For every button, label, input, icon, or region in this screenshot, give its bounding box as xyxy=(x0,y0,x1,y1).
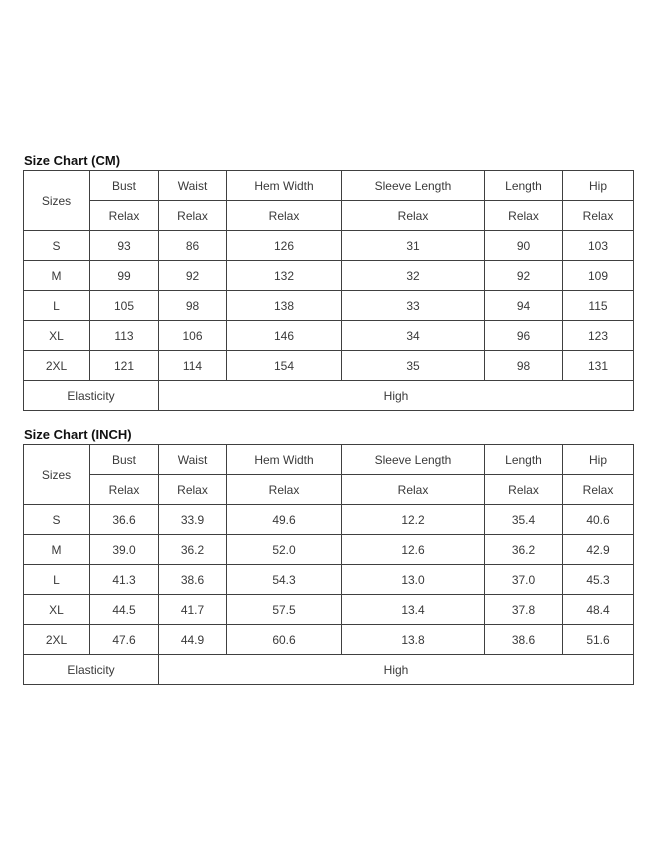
size-chart-inch-table xyxy=(23,444,634,685)
measurement-cell: 126 xyxy=(227,231,342,261)
size-label: S xyxy=(24,231,90,261)
measurement-cell: 12.2 xyxy=(342,505,485,535)
fit-label: Relax xyxy=(159,201,227,231)
measurement-cell: 37.0 xyxy=(485,565,563,595)
header-row xyxy=(24,445,634,475)
measurement-cell: 54.3 xyxy=(227,565,342,595)
measurement-cell: 31 xyxy=(342,231,485,261)
elasticity-label: Elasticity xyxy=(24,381,159,411)
measurement-cell: 96 xyxy=(485,321,563,351)
measurement-cell: 38.6 xyxy=(485,625,563,655)
measurement-cell: 99 xyxy=(90,261,159,291)
fit-label: Relax xyxy=(90,475,159,505)
measurement-cell: 41.7 xyxy=(159,595,227,625)
measurement-cell: 113 xyxy=(90,321,159,351)
measurement-cell: 12.6 xyxy=(342,535,485,565)
measurement-cell: 114 xyxy=(159,351,227,381)
size-label: M xyxy=(24,535,90,565)
measurement-cell: 13.8 xyxy=(342,625,485,655)
table-row xyxy=(24,595,634,625)
fit-label: Relax xyxy=(159,475,227,505)
measurement-cell: 92 xyxy=(159,261,227,291)
header-row xyxy=(24,171,634,201)
table-row xyxy=(24,321,634,351)
table-row xyxy=(24,505,634,535)
measurement-cell: 35 xyxy=(342,351,485,381)
measurement-cell: 32 xyxy=(342,261,485,291)
measurement-cell: 48.4 xyxy=(563,595,634,625)
measurement-cell: 49.6 xyxy=(227,505,342,535)
measurement-cell: 90 xyxy=(485,231,563,261)
table-row xyxy=(24,291,634,321)
size-label: 2XL xyxy=(24,625,90,655)
table-row xyxy=(24,351,634,381)
table-row xyxy=(24,565,634,595)
size-label: L xyxy=(24,291,90,321)
size-label: XL xyxy=(24,321,90,351)
measurement-cell: 86 xyxy=(159,231,227,261)
elasticity-value: High xyxy=(159,655,634,685)
column-header: Hem Width xyxy=(227,445,342,475)
sizes-header: Sizes xyxy=(24,445,90,505)
measurement-cell: 138 xyxy=(227,291,342,321)
fit-label: Relax xyxy=(227,475,342,505)
measurement-cell: 13.4 xyxy=(342,595,485,625)
fit-label: Relax xyxy=(342,475,485,505)
measurement-cell: 154 xyxy=(227,351,342,381)
column-header: Waist xyxy=(159,171,227,201)
size-label: XL xyxy=(24,595,90,625)
measurement-cell: 35.4 xyxy=(485,505,563,535)
measurement-cell: 51.6 xyxy=(563,625,634,655)
measurement-cell: 109 xyxy=(563,261,634,291)
measurement-cell: 94 xyxy=(485,291,563,321)
fit-label: Relax xyxy=(90,201,159,231)
measurement-cell: 38.6 xyxy=(159,565,227,595)
measurement-cell: 44.9 xyxy=(159,625,227,655)
measurement-cell: 52.0 xyxy=(227,535,342,565)
measurement-cell: 42.9 xyxy=(563,535,634,565)
measurement-cell: 13.0 xyxy=(342,565,485,595)
column-header: Hip xyxy=(563,171,634,201)
fit-label: Relax xyxy=(563,475,634,505)
measurement-cell: 92 xyxy=(485,261,563,291)
fit-label: Relax xyxy=(485,475,563,505)
sizes-header: Sizes xyxy=(24,171,90,231)
fit-label: Relax xyxy=(227,201,342,231)
measurement-cell: 47.6 xyxy=(90,625,159,655)
measurement-cell: 98 xyxy=(159,291,227,321)
measurement-cell: 60.6 xyxy=(227,625,342,655)
measurement-cell: 44.5 xyxy=(90,595,159,625)
column-header: Length xyxy=(485,445,563,475)
size-chart-cm-title: Size Chart (CM) xyxy=(24,153,121,168)
measurement-cell: 98 xyxy=(485,351,563,381)
measurement-cell: 36.2 xyxy=(159,535,227,565)
measurement-cell: 105 xyxy=(90,291,159,321)
size-label: L xyxy=(24,565,90,595)
table-row xyxy=(24,261,634,291)
column-header: Sleeve Length xyxy=(342,445,485,475)
measurement-cell: 36.2 xyxy=(485,535,563,565)
column-header: Hip xyxy=(563,445,634,475)
measurement-cell: 37.8 xyxy=(485,595,563,625)
column-header: Waist xyxy=(159,445,227,475)
measurement-cell: 106 xyxy=(159,321,227,351)
column-header: Sleeve Length xyxy=(342,171,485,201)
elasticity-value: High xyxy=(159,381,634,411)
column-header: Bust xyxy=(90,445,159,475)
measurement-cell: 39.0 xyxy=(90,535,159,565)
measurement-cell: 33.9 xyxy=(159,505,227,535)
measurement-cell: 93 xyxy=(90,231,159,261)
fit-row xyxy=(24,201,634,231)
measurement-cell: 103 xyxy=(563,231,634,261)
measurement-cell: 41.3 xyxy=(90,565,159,595)
size-label: 2XL xyxy=(24,351,90,381)
measurement-cell: 132 xyxy=(227,261,342,291)
column-header: Length xyxy=(485,171,563,201)
measurement-cell: 33 xyxy=(342,291,485,321)
size-chart-cm-table xyxy=(23,170,634,411)
measurement-cell: 40.6 xyxy=(563,505,634,535)
column-header: Bust xyxy=(90,171,159,201)
fit-label: Relax xyxy=(485,201,563,231)
table-row xyxy=(24,231,634,261)
size-label: S xyxy=(24,505,90,535)
fit-row xyxy=(24,475,634,505)
table-row xyxy=(24,625,634,655)
measurement-cell: 34 xyxy=(342,321,485,351)
elasticity-row xyxy=(24,655,634,685)
column-header: Hem Width xyxy=(227,171,342,201)
elasticity-label: Elasticity xyxy=(24,655,159,685)
measurement-cell: 121 xyxy=(90,351,159,381)
measurement-cell: 36.6 xyxy=(90,505,159,535)
size-chart-inch-title: Size Chart (INCH) xyxy=(24,427,132,442)
measurement-cell: 131 xyxy=(563,351,634,381)
measurement-cell: 146 xyxy=(227,321,342,351)
fit-label: Relax xyxy=(342,201,485,231)
measurement-cell: 123 xyxy=(563,321,634,351)
measurement-cell: 115 xyxy=(563,291,634,321)
table-row xyxy=(24,535,634,565)
size-label: M xyxy=(24,261,90,291)
elasticity-row xyxy=(24,381,634,411)
measurement-cell: 45.3 xyxy=(563,565,634,595)
fit-label: Relax xyxy=(563,201,634,231)
measurement-cell: 57.5 xyxy=(227,595,342,625)
